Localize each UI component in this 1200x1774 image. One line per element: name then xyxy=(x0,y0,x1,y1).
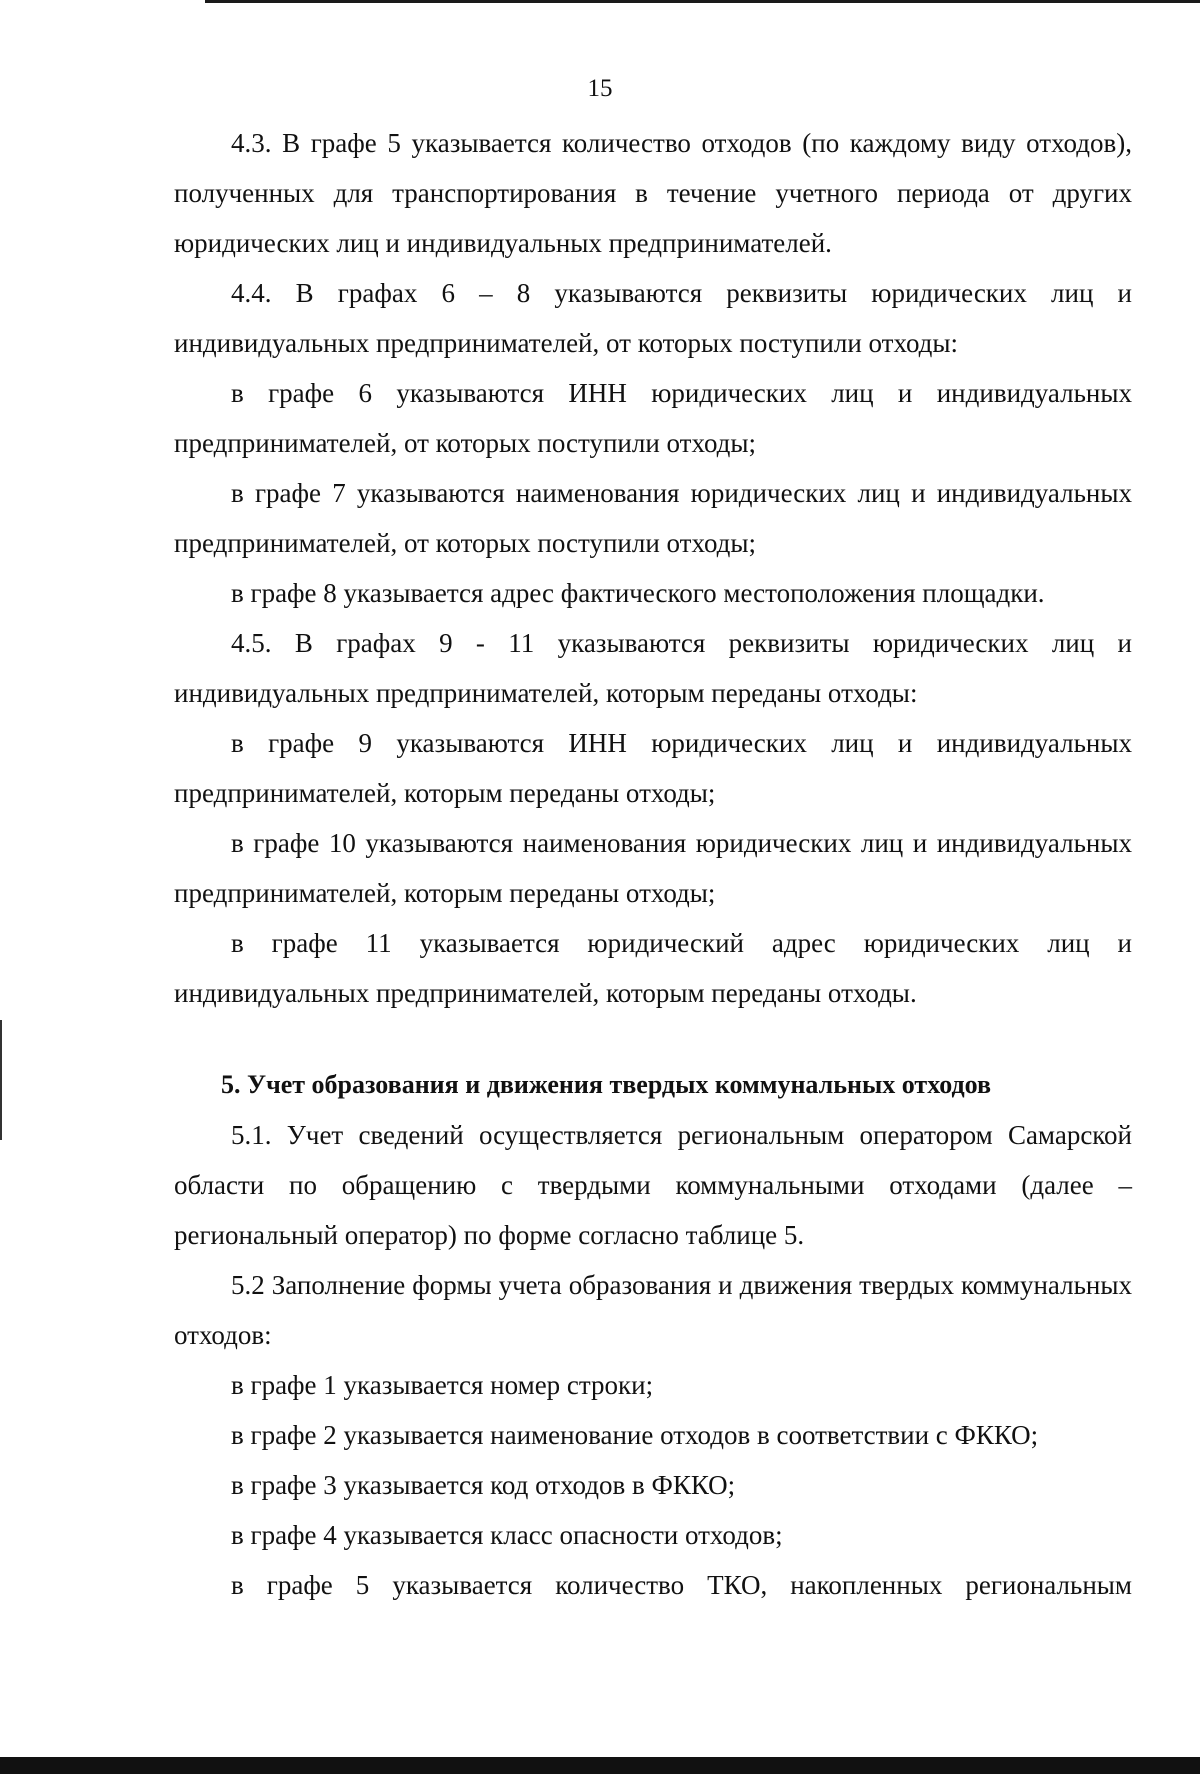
paragraph-5-column-1: в графе 1 указывается номер строки; xyxy=(231,1370,654,1400)
paragraph-column-10: в графе 10 указываются наименования юридических лиц и индивидуальных предпринимателей, которым переданы отходы; xyxy=(174,828,1132,908)
scan-bottom-band xyxy=(0,1757,1200,1774)
paragraph-column-9: в графе 9 указываются ИНН юридических лиц и индивидуальных предпринимателей, которым переданы отходы; xyxy=(174,728,1132,808)
paragraph-column-7: в графе 7 указываются наименования юридических лиц и индивидуальных предпринимателей, от которых поступили отходы; xyxy=(174,478,1132,558)
paragraph-5-column-5: в графе 5 указывается количество ТКО, накопленных региональным xyxy=(231,1570,1132,1600)
scan-left-edge-mark xyxy=(0,1020,2,1140)
paragraph-column-6: в графе 6 указываются ИНН юридических лиц и индивидуальных предпринимателей, от которых поступили отходы; xyxy=(174,378,1132,458)
paragraph-5-2: 5.2 Заполнение формы учета образования и движения твердых коммунальных отходов: xyxy=(174,1270,1132,1350)
paragraph-5-column-2: в графе 2 указывается наименование отходов в соответствии с ФККО; xyxy=(231,1420,1039,1450)
paragraph-column-11: в графе 11 указывается юридический адрес юридических лиц и индивидуальных предпринимателей, которым переданы отходы. xyxy=(174,928,1132,1008)
page-number: 15 xyxy=(587,75,613,102)
paragraph-5-column-3: в графе 3 указывается код отходов в ФККО; xyxy=(231,1470,736,1500)
document-body xyxy=(174,118,1132,1610)
paragraph-column-8: в графе 8 указывается адрес фактического местоположения площадки. xyxy=(231,578,1045,608)
paragraph-4-3: 4.3. В графе 5 указывается количество отходов (по каждому виду отходов), полученных для транспортирования в течение учетного периода от других юридических лиц и индивидуальных предпринимателей. xyxy=(174,128,1132,258)
paragraph-4-4: 4.4. В графах 6 – 8 указываются реквизиты юридических лиц и индивидуальных предпринимателей, от которых поступили отходы: xyxy=(174,278,1132,358)
section-5-heading: 5. Учет образования и движения твердых коммунальных отходов xyxy=(221,1070,992,1099)
paragraph-5-1: 5.1. Учет сведений осуществляется региональным оператором Самарской области по обращению с твердыми коммунальными отходами (далее – региональный оператор) по форме согласно таблице 5. xyxy=(174,1120,1132,1250)
paragraph-5-column-4: в графе 4 указывается класс опасности отходов; xyxy=(231,1520,783,1550)
paragraph-4-5: 4.5. В графах 9 - 11 указываются реквизиты юридических лиц и индивидуальных предпринимателей, которым переданы отходы: xyxy=(174,628,1132,708)
top-edge-rule xyxy=(205,0,1200,3)
